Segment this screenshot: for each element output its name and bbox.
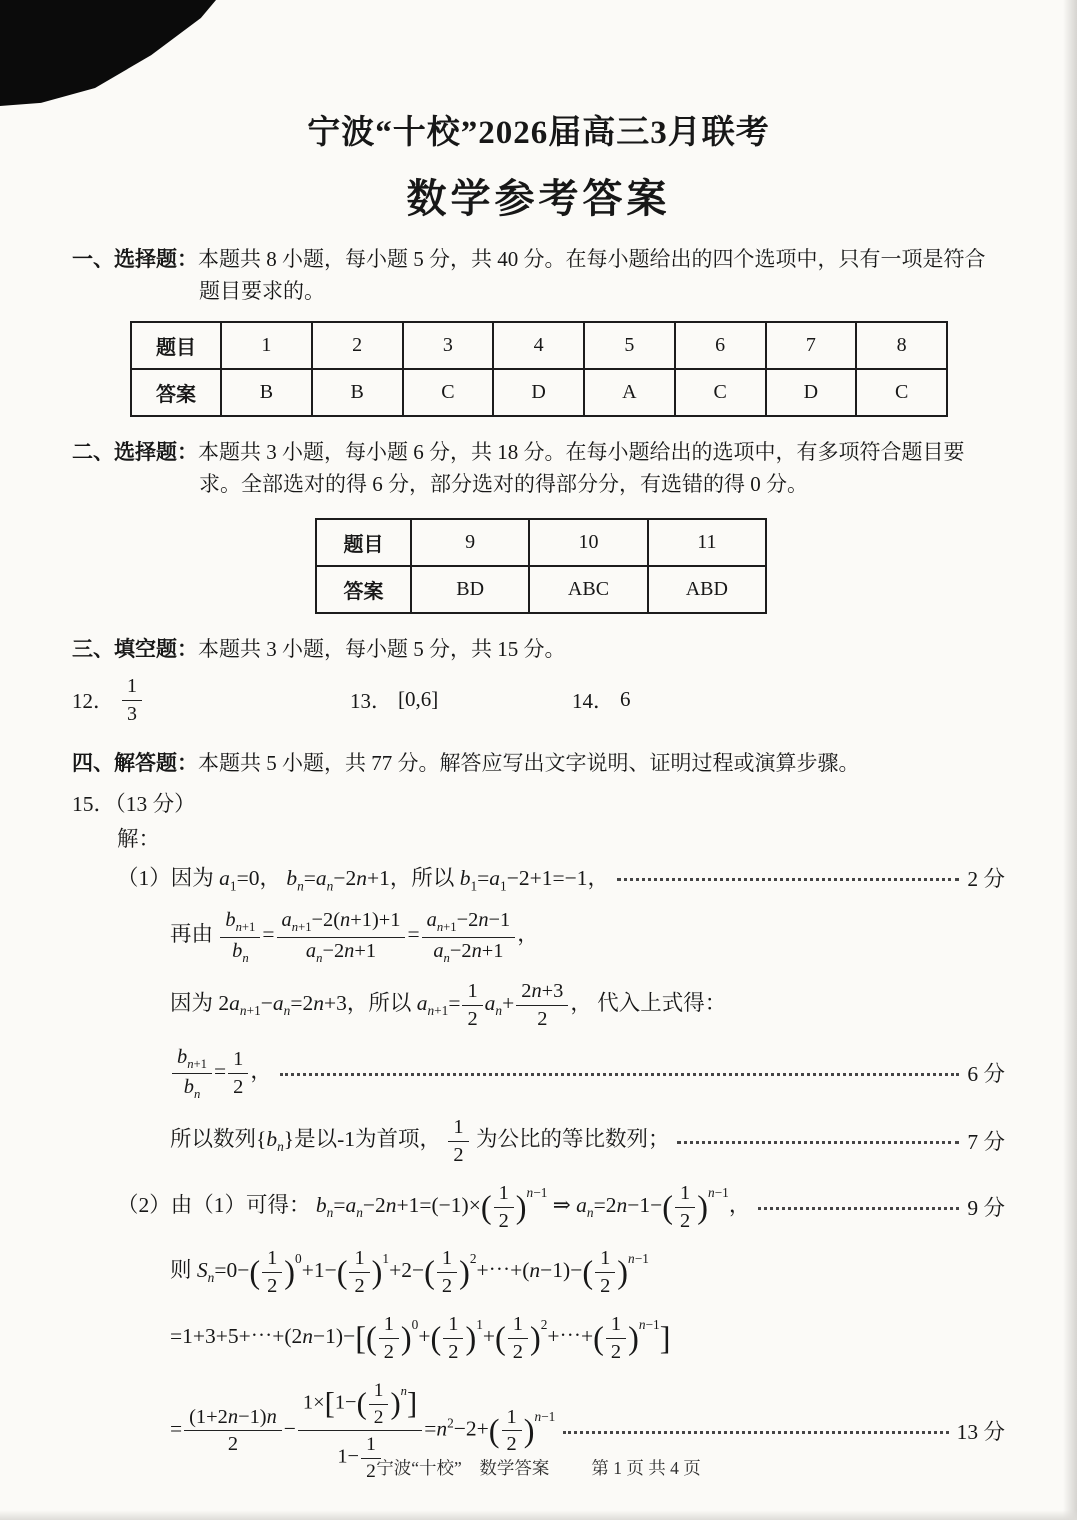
fill-item-number: 13． <box>350 688 392 713</box>
question-15-number: 15．（13 分） <box>72 792 196 816</box>
math-expression: 所以数列$\{b_n\}$是以-1为首项， $\frac{1}{2}$ 为公比的等比数列； <box>170 1116 670 1166</box>
answer-cell: C <box>403 369 494 416</box>
score-label: 6 分 <box>967 1062 1005 1087</box>
question-number-row <box>131 322 947 369</box>
question-number-cell: 2 <box>312 322 403 369</box>
answer-cell: D <box>766 369 857 416</box>
answer-cell: BD <box>411 566 529 613</box>
answer-cell: B <box>312 369 403 416</box>
question-number-cell: 9 <box>411 519 529 566</box>
question-number-cell: 3 <box>403 322 494 369</box>
footer-document-name: 宁波“十校” 数学答案 <box>376 1458 550 1478</box>
section2-label: 二、选择题： <box>72 440 198 464</box>
math-expression: = $\frac{(1+2n-1)n}{2}$ − 1×[1−( $\frac{1}{2}$ )$^n$] 1− $\frac{1}{2}$ $=n^2-2+$( $\frac{1}{2}$ )$^{n-1}$ <box>170 1379 556 1483</box>
section4-desc: 本题共 5 小题，共 77 分。解答应写出文字说明、证明过程或演算步骤。 <box>198 750 860 775</box>
solution-line <box>170 908 1005 965</box>
score-label: 7 分 <box>967 1130 1005 1155</box>
section2-desc: 本题共 3 小题，每小题 6 分，共 18 分。在每小题给出的选项中，有多项符合题目要求。全部选对的得 6 分，部分选对的得部分分，有选错的得 0 分。 <box>198 440 965 496</box>
solution-line <box>117 861 1005 894</box>
question-number-cell: 4 <box>493 322 584 369</box>
solution-line <box>170 1246 1005 1298</box>
row-label-cell: 答案 <box>131 369 221 416</box>
footer-page-number: 第 1 页 共 4 页 <box>591 1458 701 1478</box>
question-number-cell: 6 <box>675 322 766 369</box>
score-label: 13 分 <box>956 1419 1005 1444</box>
dotted-leader <box>677 1141 959 1144</box>
single-choice-answer-table <box>130 321 948 417</box>
question-number-cell: 5 <box>584 322 675 369</box>
question-number-row <box>316 519 766 566</box>
answer-row <box>131 369 947 416</box>
exam-title: 宁波“十校”2026届高三3月联考 <box>307 115 770 151</box>
section1-desc: 本题共 8 小题，每小题 5 分，共 40 分。在每小题给出的四个选项中，只有一项是符合题目要求的。 <box>198 247 986 303</box>
answer-row <box>316 566 766 613</box>
fill-in-answer-item <box>350 685 572 715</box>
answer-cell: ABD <box>648 566 766 613</box>
solution-line <box>170 979 1005 1031</box>
math-expression: =1+3+5+⋯+(2n−1)−[( $\frac{1}{2}$ )$^0$+( $\frac{1}{2}$ )$^1$+( $\frac{1}{2}$ )$^2$+⋯+( $\frac{1}{2}$ )$^{n-1}$] <box>170 1313 671 1364</box>
answer-cell: ABC <box>529 566 647 613</box>
answer-cell: C <box>856 369 947 416</box>
fill-in-answer-item <box>572 685 631 715</box>
section4-label: 四、解答题： <box>72 750 198 775</box>
solution-line <box>170 1115 1005 1167</box>
fill-in-answers-row <box>72 672 1005 728</box>
section1-intro <box>72 244 1005 307</box>
math-expression: 因为 $2a_{n+1}-a_n=2n+3$，所以 $a_{n+1}=$ $\frac{1}{2}$ $a_n+$ $\frac{2n+3}{2}$ ， 代入上式得： <box>170 979 727 1030</box>
math-expression: $\frac{b_{n+1}}{b_n}$ = $\frac{1}{2}$ ， <box>170 1045 272 1102</box>
question-15-solution <box>72 861 1005 1483</box>
math-expression: 则 $S_n=0-$( $\frac{1}{2}$ )$^0$+1−( $\frac{1}{2}$ )$^1$+2−( $\frac{1}{2}$ )$^2$+⋯+(n−1)−( $\frac{1}{2}$ )$^{n-1}$ <box>170 1247 649 1298</box>
scan-edge-right <box>1063 0 1077 1520</box>
dotted-leader <box>758 1207 959 1210</box>
section3-label: 三、填空题： <box>72 637 198 661</box>
answer-cell: D <box>493 369 584 416</box>
fill-item-value: [0,6] <box>398 687 439 711</box>
math-expression: 再由 $\frac{b_{n+1}}{b_n}$ = $\frac{a_{n+1}-2(n+1)+1}{a_n-2n+1}$ = $\frac{a_{n+1}-2n-1}{a_n-2n+1}$ ， <box>170 909 539 965</box>
solution-line <box>170 1045 1005 1102</box>
question-number-cell: 10 <box>529 519 647 566</box>
solution-line <box>117 1181 1005 1233</box>
question-number-cell: 8 <box>856 322 947 369</box>
row-label-cell: 题目 <box>316 519 411 566</box>
answer-cell: C <box>675 369 766 416</box>
dotted-leader <box>280 1073 960 1076</box>
fill-item-value: $\frac{1}{3}$ <box>120 674 144 725</box>
score-label: 2 分 <box>967 867 1005 892</box>
answer-cell: A <box>584 369 675 416</box>
fill-in-answer-item <box>72 674 350 725</box>
section4-intro <box>72 748 1005 780</box>
section3-intro <box>72 634 1005 666</box>
scan-edge-bottom <box>0 1510 1077 1520</box>
section3-desc: 本题共 3 小题，每小题 5 分，共 15 分。 <box>198 637 566 661</box>
question-number-cell: 11 <box>648 519 766 566</box>
row-label-cell: 答案 <box>316 566 411 613</box>
answer-cell: B <box>221 369 312 416</box>
solution-line <box>170 1312 1005 1364</box>
section2-intro <box>72 437 1005 500</box>
fill-item-number: 12． <box>72 688 114 713</box>
question-number-cell: 1 <box>221 322 312 369</box>
math-expression: （2）由（1）可得： $b_n=a_n-2n+1=(-1)\times$( $\frac{1}{2}$ )$^{n-1}$ ⇒ $a_n=2n-1-$( $\frac{1}{2}$ )$^{n-1}$， <box>117 1181 751 1232</box>
fill-item-value: 6 <box>620 687 631 711</box>
section1-label: 一、选择题： <box>72 247 198 271</box>
multi-choice-answer-table <box>315 518 767 614</box>
score-label: 9 分 <box>967 1196 1005 1221</box>
dotted-leader <box>563 1431 948 1434</box>
row-label-cell: 题目 <box>131 322 221 369</box>
question-number-cell: 7 <box>766 322 857 369</box>
page-subtitle: 数学参考答案 <box>406 177 671 221</box>
math-expression: （1）因为 $a_1=0$， $b_n=a_n-2n+1$，所以 $b_1=a_1-2+1=-1$， <box>117 866 609 894</box>
solution-label: 解： <box>117 827 161 851</box>
dotted-leader <box>617 878 959 881</box>
page-footer <box>0 1455 1077 1480</box>
fill-item-number: 14． <box>572 688 614 713</box>
